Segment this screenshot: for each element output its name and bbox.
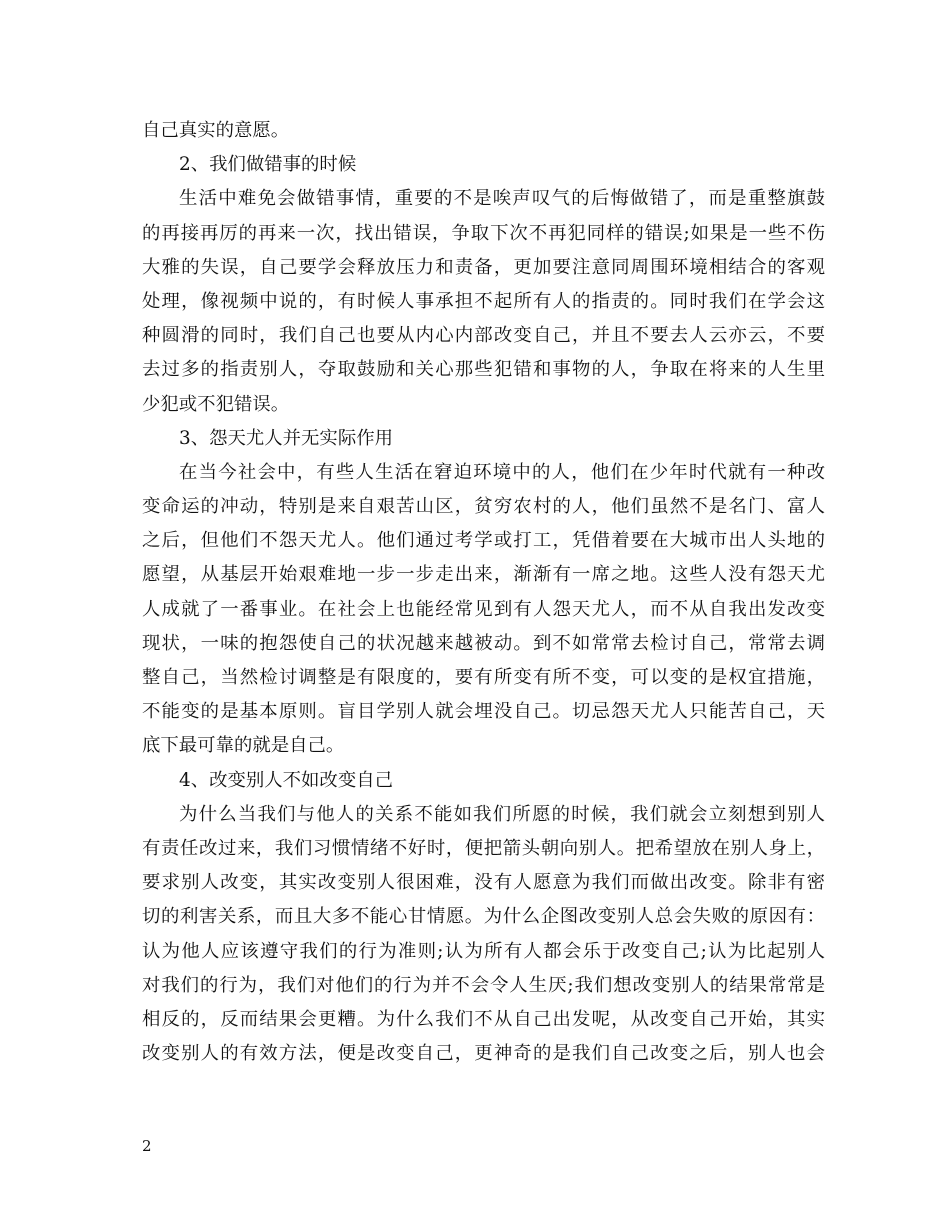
text-line: 种圆滑的同时，我们自己也要从内心内部改变自己，并且不要去人云亦云，不要 bbox=[142, 325, 825, 347]
text-line: 变命运的冲动，特别是来自艰苦山区，贫穷农村的人，他们虽然不是名门、富人 bbox=[142, 496, 825, 518]
text-line: 切的利害关系，而且大多不能心甘情愿。为什么企图改变别人总会失败的原因有： bbox=[142, 906, 825, 928]
text-line: 4、改变别人不如改变自己 bbox=[179, 769, 393, 791]
text-line: 要求别人改变，其实改变别人很困难，没有人愿意为我们而做出改变。除非有密 bbox=[142, 872, 825, 894]
text-line: 不能变的是基本原则。盲目学别人就会埋没自己。切忌怨天尤人只能苦自己，天 bbox=[142, 701, 825, 723]
document-body bbox=[142, 114, 825, 1071]
text-line: 的再接再厉的再来一次，找出错误，争取下次不再犯同样的错误;如果是一些不伤 bbox=[142, 222, 825, 244]
text-line: 自己真实的意愿。 bbox=[142, 120, 290, 141]
text-line: 为什么当我们与他人的关系不能如我们所愿的时候，我们就会立刻想到别人 bbox=[179, 803, 825, 825]
text-line: 之后，但他们不怨天尤人。他们通过考学或打工，凭借着要在大城市出人头地的 bbox=[142, 530, 825, 552]
text-line: 去过多的指责别人，夺取鼓励和关心那些犯错和事物的人，争取在将来的人生里 bbox=[142, 359, 825, 381]
text-line: 相反的，反而结果会更糟。为什么我们不从自己出发呢，从改变自己开始，其实 bbox=[142, 1008, 825, 1030]
text-line: 处理，像视频中说的，有时候人事承担不起所有人的指责的。同时我们在学会这 bbox=[142, 290, 825, 312]
text-line: 2、我们做错事的时候 bbox=[179, 154, 357, 176]
text-line: 对我们的行为，我们对他们的行为并不会令人生厌;我们想改变别人的结果常常是 bbox=[142, 974, 825, 996]
text-line: 有责任改过来，我们习惯情绪不好时，便把箭头朝向别人。把希望放在别人身上， bbox=[142, 837, 825, 859]
text-line: 愿望，从基层开始艰难地一步一步走出来，渐渐有一席之地。这些人没有怨天尤 bbox=[142, 564, 825, 586]
text-line: 少犯或不犯错误。 bbox=[142, 393, 290, 415]
text-line: 大雅的失误，自己要学会释放压力和责备，更加要注意同周围环境相结合的客观 bbox=[142, 256, 825, 278]
text-line: 底下最可靠的就是自己。 bbox=[142, 735, 345, 757]
text-line: 整自己，当然检讨调整是有限度的，要有所变有所不变，可以变的是权宜措施， bbox=[142, 667, 825, 688]
text-line: 3、怨天尤人并无实际作用 bbox=[179, 427, 393, 449]
page-number: 2 bbox=[142, 1137, 152, 1155]
text-line: 人成就了一番事业。在社会上也能经常见到有人怨天尤人，而不从自我出发改变 bbox=[142, 598, 825, 620]
text-line: 现状，一味的抱怨使自己的状况越来越被动。到不如常常去检讨自己，常常去调 bbox=[142, 632, 825, 654]
text-line: 认为他人应该遵守我们的行为准则;认为所有人都会乐于改变自己;认为比起别人 bbox=[142, 940, 825, 962]
text-line: 生活中难免会做错事情，重要的不是唉声叹气的后悔做错了，而是重整旗鼓 bbox=[179, 188, 825, 210]
text-line: 改变别人的有效方法，便是改变自己，更神奇的是我们自己改变之后，别人也会 bbox=[142, 1043, 825, 1065]
text-line: 在当今社会中，有些人生活在窘迫环境中的人，他们在少年时代就有一种改 bbox=[179, 461, 825, 483]
